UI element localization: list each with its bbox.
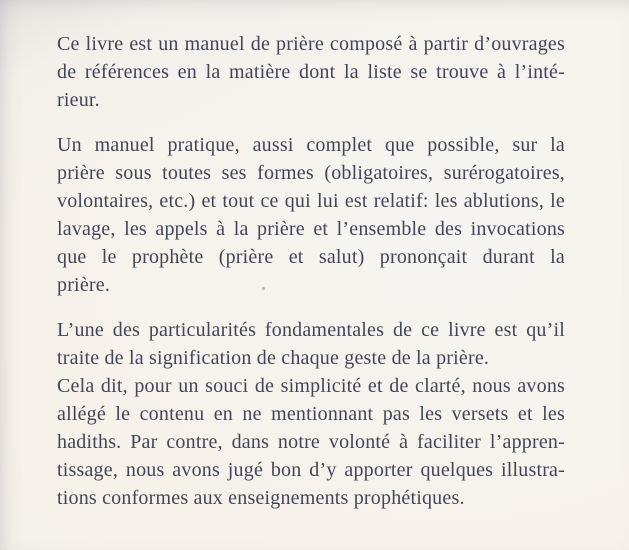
back-cover-text [57, 30, 565, 512]
text-line: prière sous toutes ses formes (obligatoires, surérogatoires, [57, 162, 565, 184]
text-line: tissage, nous avons jugé bon d’y apporter quelques illustra- [57, 459, 565, 481]
paragraph-1 [57, 30, 565, 114]
paragraph-2 [57, 131, 565, 299]
text-line: que le prophète (prière et salut) prononçait durant la [57, 246, 565, 268]
text-line: de références en la matière dont la liste se trouve à l’inté- [57, 61, 565, 83]
text-line: rieur. [57, 89, 100, 111]
text-line: Un manuel pratique, aussi complet que possible, sur la [57, 134, 565, 156]
paragraph-3 [57, 316, 565, 512]
text-line: traite de la signification de chaque geste de la prière. [57, 347, 490, 369]
text-line: L’une des particularités fondamentales de ce livre est qu’il [57, 319, 565, 341]
text-line: volontaires, etc.) et tout ce qui lui est relatif: les ablutions, le [57, 190, 565, 212]
text-line: tions conformes aux enseignements prophétiques. [57, 487, 465, 509]
text-line: Ce livre est un manuel de prière composé à partir d’ouvrages [57, 33, 565, 55]
paper-speck [262, 287, 265, 290]
text-line: prière. [57, 274, 111, 296]
text-line: hadiths. Par contre, dans notre volonté à faciliter l’appren- [57, 431, 565, 453]
text-line: lavage, les appels à la prière et l’ensemble des invocations [57, 218, 565, 240]
text-line: allégé le contenu en ne mentionnant pas les versets et les [57, 403, 565, 425]
text-line: Cela dit, pour un souci de simplicité et de clarté, nous avons [57, 375, 565, 397]
